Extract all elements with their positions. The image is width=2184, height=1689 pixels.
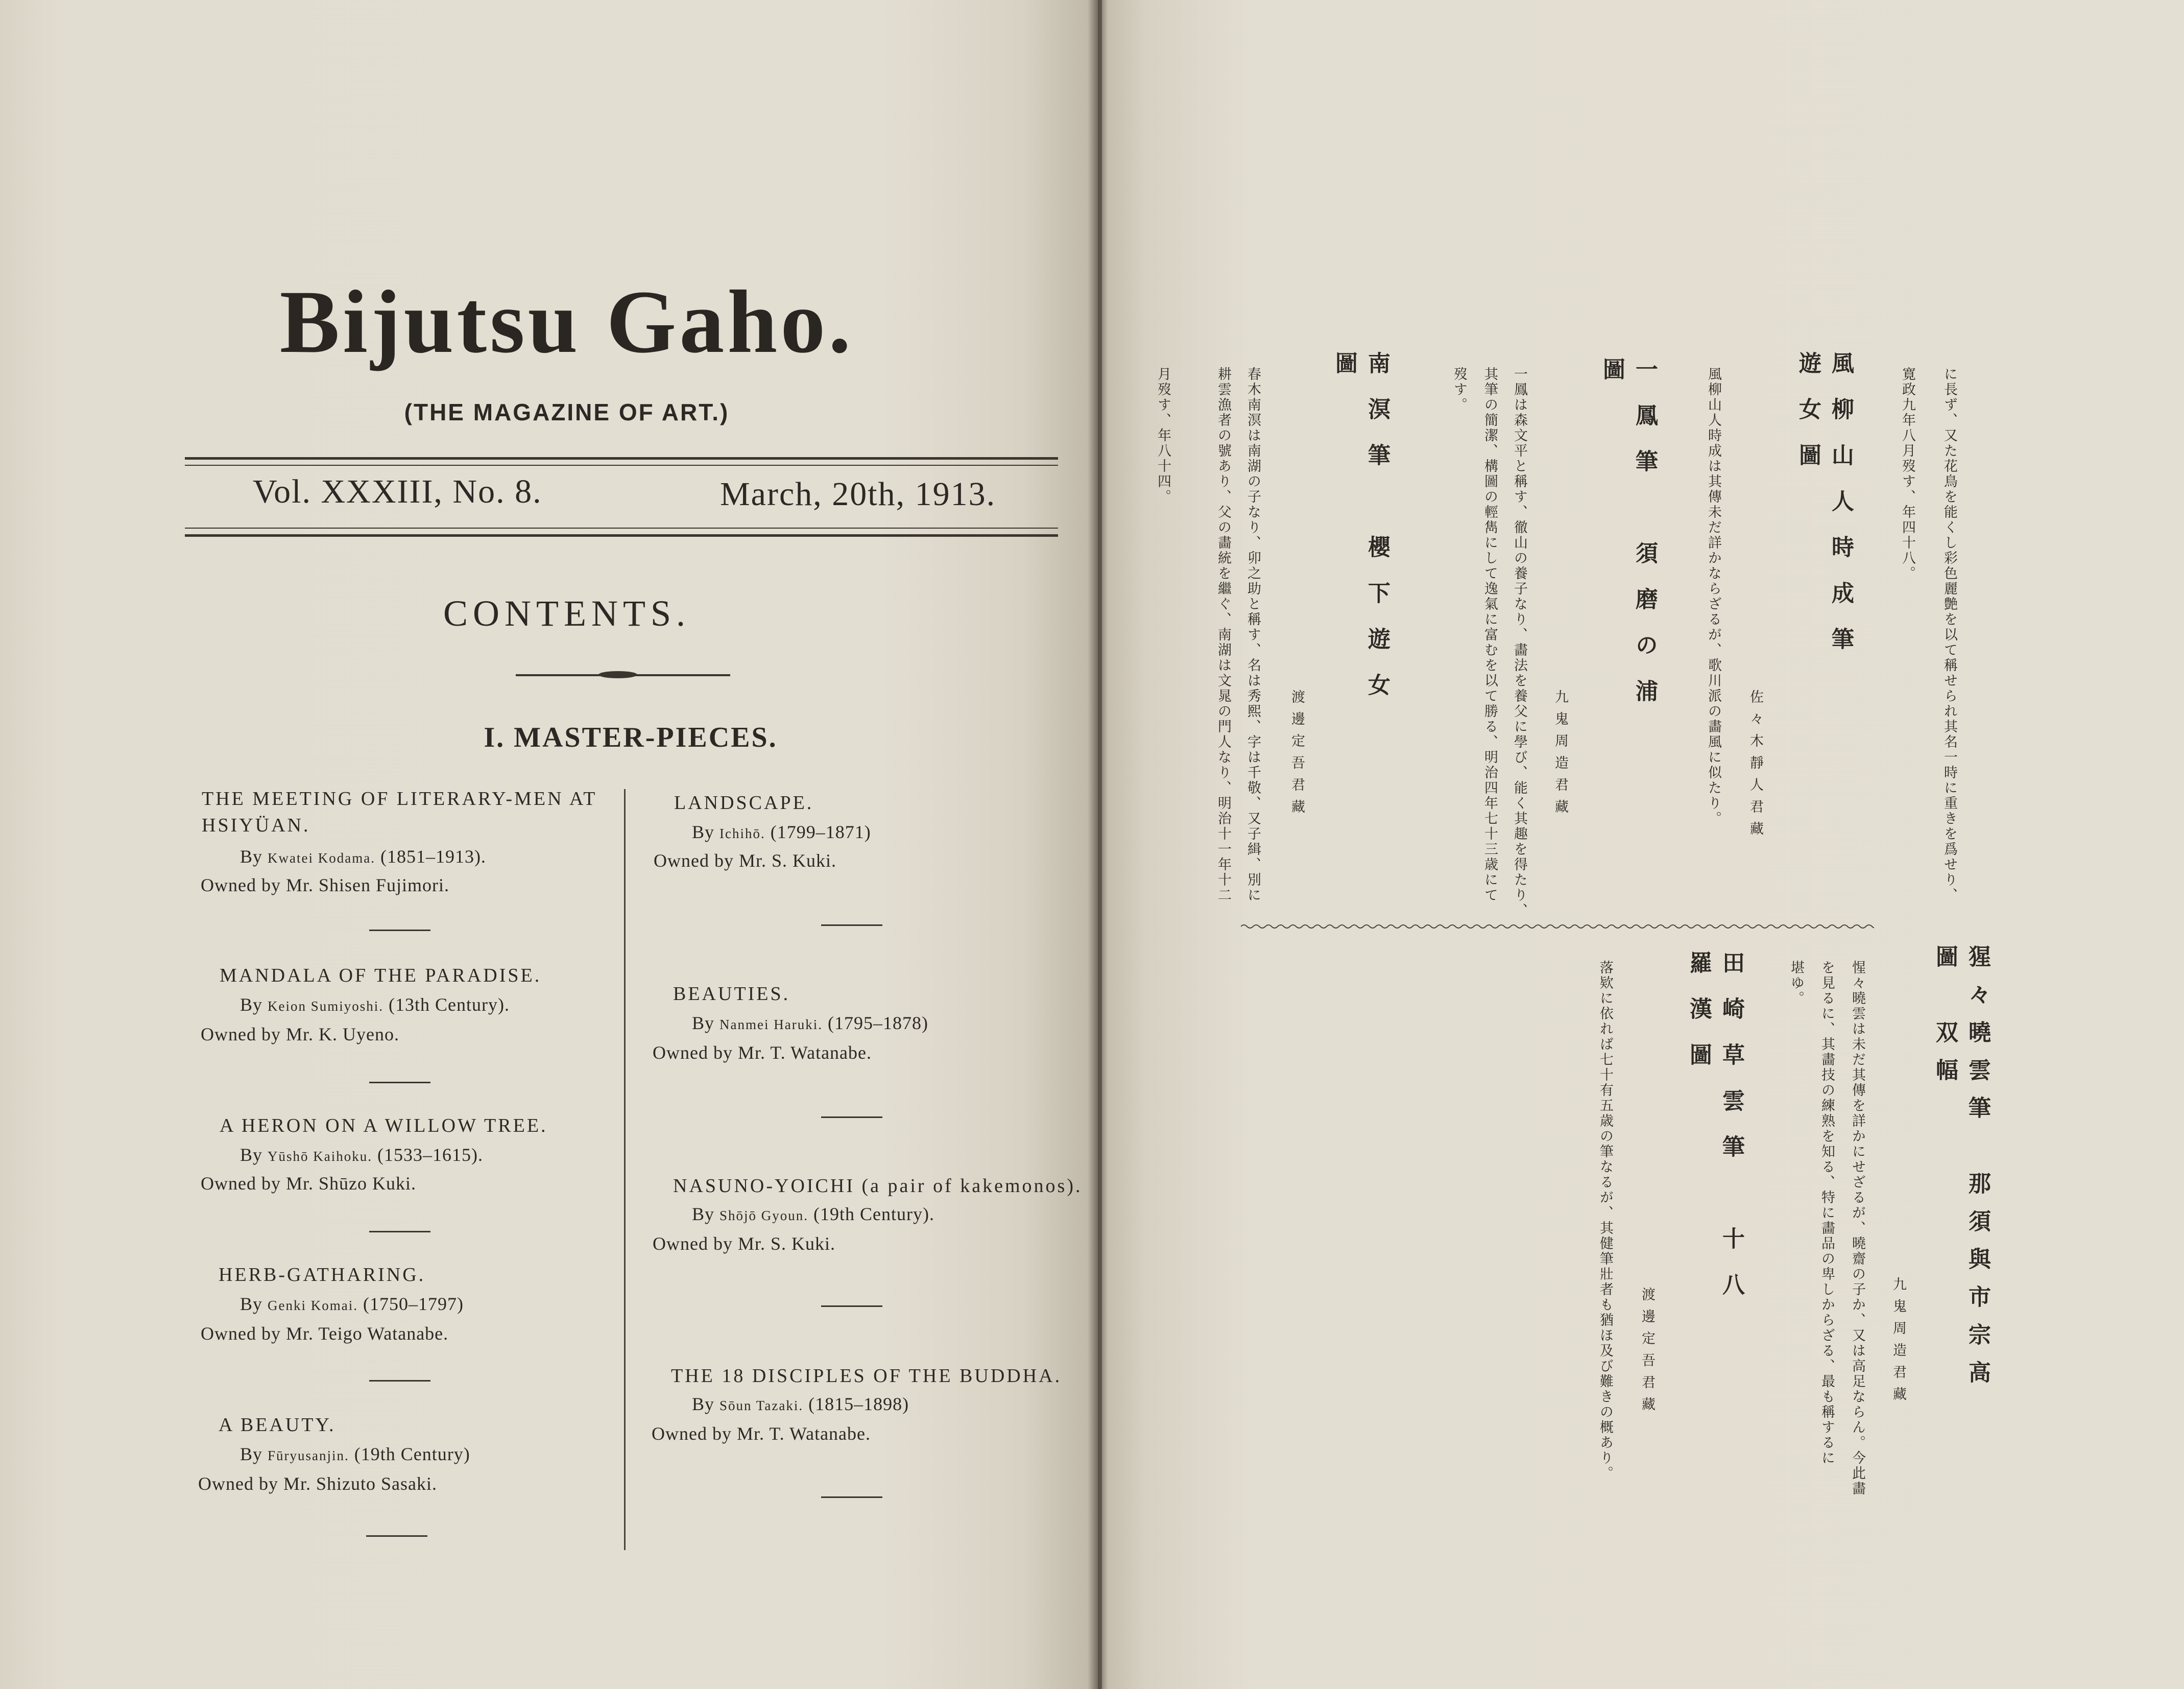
artist-name: Sōun Tazaki. <box>719 1398 804 1413</box>
book-gutter <box>1088 0 1108 1689</box>
entry-byline <box>240 1293 464 1315</box>
entry-byline <box>240 1443 470 1465</box>
jp-text-line: 風柳山人時成は其傳未だ詳かならざるが、歌川派の畵風に似たり。 <box>1706 367 1721 826</box>
contents-heading: CONTENTS. <box>443 593 690 634</box>
artist-name: Ichihō. <box>719 826 765 841</box>
artist-name: Genki Komai. <box>268 1298 358 1313</box>
entry-owner: Owned by Mr. Teigo Watanabe. <box>201 1323 449 1344</box>
volume-number: Vol. XXXIII, No. 8. <box>253 473 542 510</box>
magazine-title: Bijutsu Gaho. <box>279 272 854 372</box>
jp-text-line: 耕雲漁者の號あり、父の畵統を繼ぐ、南湖は文晁の門人なり、明治十一年十二 <box>1215 367 1231 903</box>
entry-owner: Owned by Mr. Shisen Fujimori. <box>201 875 450 895</box>
issue-date: March, 20th, 1913. <box>720 475 996 513</box>
by-prefix: By <box>240 1294 263 1314</box>
jp-text-line: 寛政九年八月歿す、年四十八。 <box>1900 367 1915 581</box>
jp-artwork-heading: 田崎草雲筆 十八羅漢圖 <box>1686 951 1744 1319</box>
jp-text-line: 歿す。 <box>1451 367 1467 413</box>
jp-owner-line: 九鬼周造君藏 <box>1890 1277 1906 1409</box>
entry-byline <box>692 821 871 843</box>
entry-separator <box>369 1082 430 1083</box>
entry-separator <box>369 1380 430 1382</box>
entry-title: HERB-GATHARING. <box>219 1264 426 1286</box>
ornament-diamond-icon <box>597 670 638 680</box>
entry-owner: Owned by Mr. Shizuto Sasaki. <box>198 1473 437 1494</box>
jp-text-line: 落欵に依れば七十有五歳の筆なるが、其健筆壯者も猶ほ及び難きの概あり。 <box>1597 960 1613 1481</box>
by-prefix: By <box>692 822 715 842</box>
by-prefix: By <box>240 1444 263 1464</box>
entry-owner: Owned by Mr. Shūzo Kuki. <box>201 1173 416 1194</box>
entry-separator <box>366 1535 427 1537</box>
entry-title: THE MEETING OF LITERARY-MEN AT HSIYÜAN. <box>202 788 597 836</box>
artist-dates: (1750–1797) <box>363 1294 464 1314</box>
entry-owner: Owned by Mr. T. Watanabe. <box>653 1042 872 1063</box>
jp-text-line: 一鳳は森文平と稱す、徹山の養子なり、畵法を養父に學び、能く其趣を得たり、 <box>1511 367 1527 918</box>
jp-artwork-heading: 猩々曉雲筆 那須與市宗高圖 双幅 <box>1932 945 1990 1398</box>
artist-dates: (1795–1878) <box>827 1013 928 1033</box>
top-rule-thin <box>185 465 1058 466</box>
artist-dates: (19th Century) <box>354 1444 470 1464</box>
entry-owner: Owned by Mr. S. Kuki. <box>654 850 837 871</box>
entry-title: A HERON ON A WILLOW TREE. <box>220 1115 548 1136</box>
section-heading: I. MASTER-PIECES. <box>484 722 778 753</box>
entry-separator <box>821 1305 882 1307</box>
entry-title: MANDALA OF THE PARADISE. <box>220 965 542 986</box>
bottom-rule-thin <box>185 528 1058 529</box>
jp-text-line: を見るに、其畵技の練熟を知る、特に畵品の卑しからざる、最も稱するに <box>1819 960 1835 1466</box>
artist-dates: (1533–1615). <box>377 1145 483 1165</box>
entry-title: BEAUTIES. <box>673 983 790 1005</box>
entry-title: A BEAUTY. <box>219 1414 336 1436</box>
right-page <box>1102 0 2184 1689</box>
artist-name: Fūryusanjin. <box>268 1448 349 1463</box>
entry-byline <box>240 846 486 867</box>
jp-text-line: 其筆の簡潔、構圖の輕雋にして逸氣に富むを以て勝る、明治四年七十三歳にて <box>1482 367 1498 903</box>
by-prefix: By <box>692 1013 715 1033</box>
artist-dates: (1815–1898) <box>808 1394 909 1414</box>
artist-name: Kwatei Kodama. <box>268 850 375 866</box>
entry-separator <box>821 924 882 926</box>
entry-byline <box>692 1203 934 1225</box>
jp-text-line: 惺々曉雲は未だ其傳を詳かにせざるが、曉齋の子か、又は高足ならん。今此畵 <box>1850 960 1865 1496</box>
jp-text-line: 春木南溟は南湖の子なり、卯之助と稱す、名は秀熙、字は千敬、又子緝、別に <box>1245 367 1261 903</box>
entry-byline <box>692 1012 928 1034</box>
entry-separator <box>369 930 430 931</box>
by-prefix: By <box>692 1394 715 1414</box>
jp-artwork-heading: 南溟筆 櫻下遊女圖 <box>1331 351 1390 719</box>
entry-byline <box>240 1144 483 1165</box>
entry-title: NASUNO-YOICHI (a pair of kakemonos). <box>673 1175 1083 1197</box>
top-rule <box>185 457 1058 460</box>
jp-text-line: 月歿す、年八十四。 <box>1155 367 1171 505</box>
entry-title: THE 18 DISCIPLES OF THE BUDDHA. <box>671 1365 1062 1387</box>
by-prefix: By <box>240 846 263 867</box>
entry-owner: Owned by Mr. T. Watanabe. <box>652 1423 871 1444</box>
artist-name: Keion Sumiyoshi. <box>268 998 384 1014</box>
artist-dates: (13th Century). <box>389 994 510 1015</box>
column-divider <box>624 789 626 1550</box>
entry-separator <box>821 1496 882 1498</box>
jp-artwork-heading: 風柳山人時成筆 遊女圖 <box>1795 351 1854 719</box>
artist-dates: (19th Century). <box>813 1204 935 1224</box>
by-prefix: By <box>240 1145 263 1165</box>
jp-text-line: に長ず、又た花鳥を能くし彩色麗艶を以て稱せられ其名一時に重きを爲せり、 <box>1941 367 1957 903</box>
entry-byline <box>240 994 510 1015</box>
jp-owner-line: 佐々木靜人君藏 <box>1747 689 1763 843</box>
jp-owner-line: 渡邊定吾君藏 <box>1289 689 1305 821</box>
jp-owner-line: 渡邊定吾君藏 <box>1639 1287 1655 1419</box>
entry-title: LANDSCAPE. <box>674 792 814 814</box>
by-prefix: By <box>240 994 263 1015</box>
bottom-rule <box>185 534 1058 537</box>
entry-separator <box>369 1231 430 1232</box>
jp-text-line: 堪ゆ。 <box>1788 960 1804 1006</box>
by-prefix: By <box>692 1204 715 1224</box>
artist-name: Nanmei Haruki. <box>719 1017 823 1032</box>
wavy-section-divider <box>1241 923 1874 930</box>
artist-dates: (1851–1913). <box>380 846 486 867</box>
artist-dates: (1799–1871) <box>770 822 871 842</box>
artist-name: Shōjō Gyoun. <box>719 1208 809 1223</box>
magazine-subtitle: (THE MAGAZINE OF ART.) <box>404 399 730 425</box>
jp-artwork-heading: 一鳳筆 須磨の浦圖 <box>1599 358 1658 725</box>
entry-owner: Owned by Mr. S. Kuki. <box>653 1233 836 1254</box>
entry-owner: Owned by Mr. K. Uyeno. <box>201 1024 399 1044</box>
entry-byline <box>692 1393 909 1415</box>
jp-owner-line: 九鬼周造君藏 <box>1552 689 1568 821</box>
entry-separator <box>821 1116 882 1118</box>
artist-name: Yūshō Kaihoku. <box>268 1149 373 1164</box>
